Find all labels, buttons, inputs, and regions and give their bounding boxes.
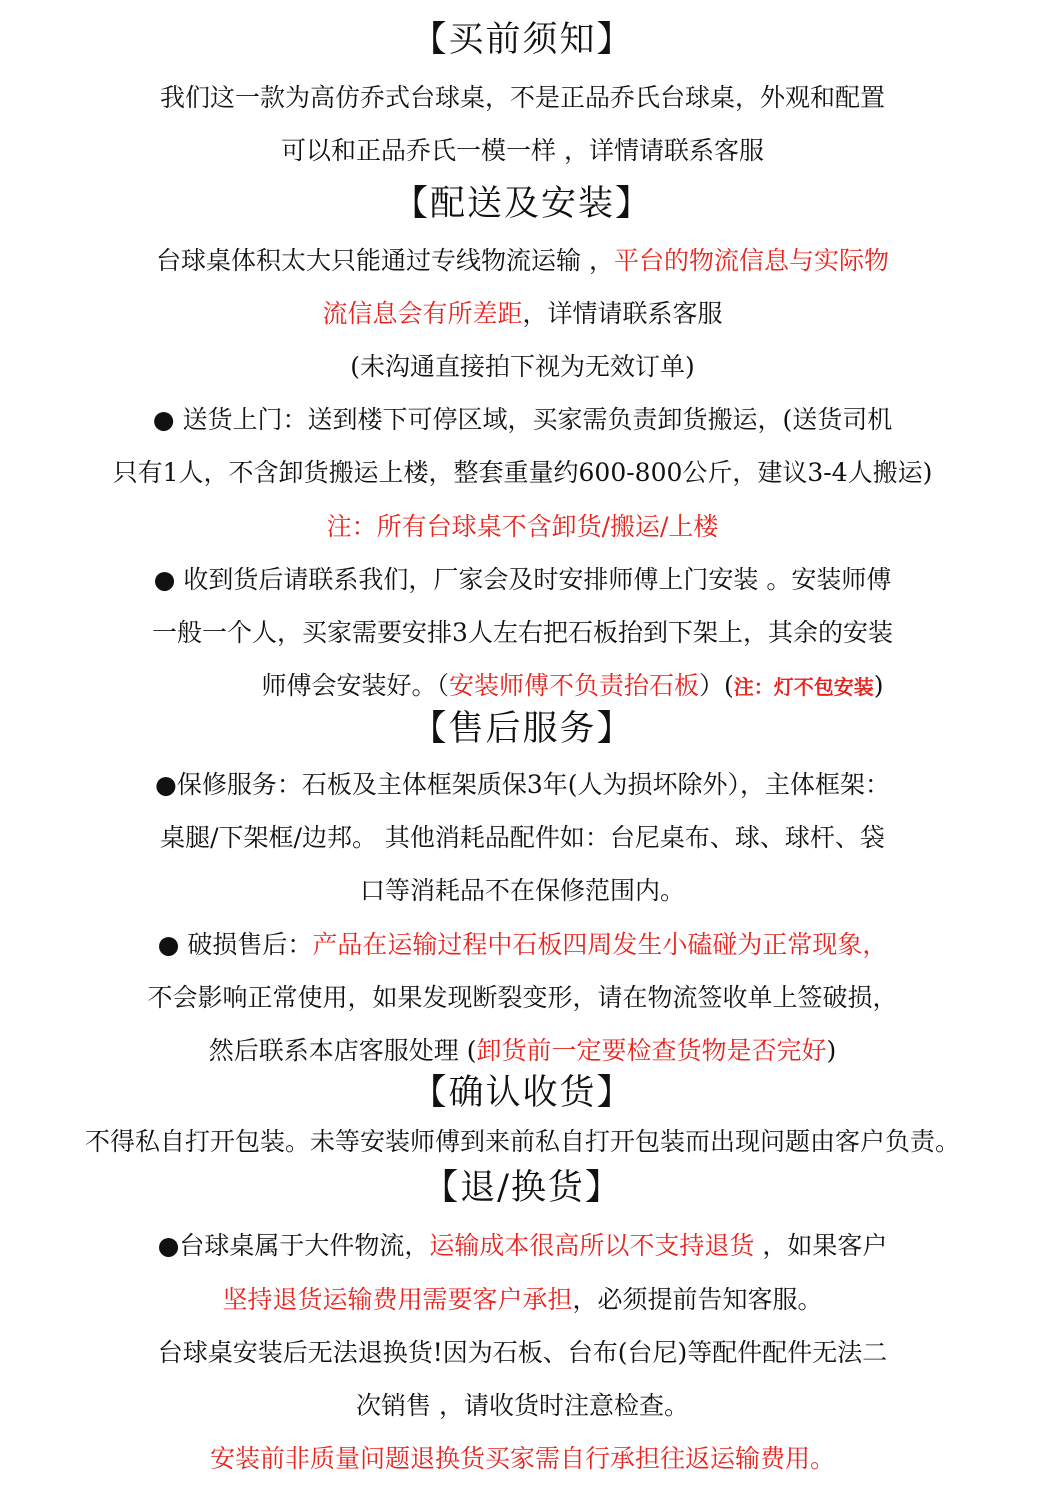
highlight-note: 注：所有台球桌不含卸货/搬运/上楼 — [326, 512, 719, 541]
text-line — [0, 402, 1045, 438]
heading-return-exchange: 【退/换货】 — [423, 1168, 622, 1208]
text-line: 一般一个人，买家需要安排3人左右把石板抬到下架上，其余的安装 — [152, 618, 893, 647]
text-segment: ●台球桌属于大件物流， — [157, 1231, 430, 1260]
text-segment: ，详情请联系客服 — [522, 299, 723, 328]
text-line: ●保修服务：石板及主体框架质保3年(人为损坏除外），主体框架： — [155, 770, 890, 799]
text-line: (未沟通直接拍下视为无效订单) — [350, 352, 695, 381]
text-segment: 台球桌体积太大只能通过专线物流运输 ， — [156, 246, 614, 275]
text-segment: ) — [826, 1036, 837, 1065]
bullet-icon: ● — [153, 565, 176, 594]
heading-confirm-receipt: 【确认收货】 — [411, 1073, 634, 1113]
text-line — [0, 562, 1045, 598]
highlight-note: 安装前非质量问题退换货买家需自行承担往返运输费用。 — [209, 1444, 835, 1473]
text-line: 台球桌安装后无法退换货!因为石板、台布(台尼)等配件配件无法二 — [157, 1338, 888, 1367]
text-line — [0, 1282, 1045, 1318]
text-line: 只有1人，不含卸货搬运上楼，整套重量约600-800公斤，建议3-4人搬运) — [112, 458, 933, 487]
text-line: 不会影响正常使用，如果发现断裂变形，请在物流签收单上签破损， — [147, 983, 898, 1012]
text-line — [0, 296, 1045, 332]
highlight-text: 平台的物流信息与实际物 — [613, 246, 889, 275]
text-line: 可以和正品乔氏一模一样 ，详情请联系客服 — [281, 136, 764, 165]
highlight-text: 流信息会有所差距 — [322, 299, 523, 328]
text-line: 桌腿/下架框/边邦。 其他消耗品配件如：台尼桌布、球、球杆、袋 — [160, 823, 885, 852]
text-line — [0, 243, 1045, 279]
text-segment: ) — [873, 671, 884, 700]
text-line: 不得私自打开包装。未等安装师傅到来前私自打开包装而出现问题由客户负责。 — [84, 1127, 960, 1156]
text-segment: ，必须提前告知客服。 — [572, 1285, 823, 1314]
text-segment: 送货上门：送到楼下可停区域，买家需负责卸货搬运，(送货司机 — [174, 405, 893, 434]
text-line — [0, 927, 1045, 963]
highlight-text: 运输成本很高所以不支持退货 — [429, 1231, 755, 1260]
text-segment: ● 破损售后： — [157, 930, 313, 959]
text-segment: 师傅会安装好。（ — [261, 671, 449, 700]
text-line: 口等消耗品不在保修范围内。 — [359, 876, 685, 905]
highlight-text: 注：灯不包安装 — [733, 675, 874, 699]
text-segment: ）( — [699, 671, 734, 700]
text-line — [0, 1033, 1045, 1069]
heading-before-purchase: 【买前须知】 — [411, 20, 634, 60]
highlight-text: 安装师傅不负责抬石板 — [448, 671, 699, 700]
text-line: 我们这一款为高仿乔式台球桌，不是正品乔氏台球桌，外观和配置 — [159, 83, 885, 112]
text-segment: 收到货后请联系我们，厂家会及时安排师傅上门安装 。安装师傅 — [175, 565, 892, 594]
text-line — [50, 668, 1045, 704]
bullet-icon: ● — [152, 405, 175, 434]
text-line: 次销售 ，请收货时注意检查。 — [356, 1391, 689, 1420]
highlight-text: 卸货前一定要检查货物是否完好 — [476, 1036, 827, 1065]
highlight-text: 坚持退货运输费用需要客户承担 — [222, 1285, 573, 1314]
heading-delivery-install: 【配送及安装】 — [392, 184, 652, 224]
text-segment: 然后联系本店客服处理 ( — [208, 1036, 477, 1065]
heading-after-sales: 【售后服务】 — [411, 709, 634, 749]
highlight-text: 产品在运输过程中石板四周发生小磕碰为正常现象， — [312, 930, 888, 959]
text-line — [0, 1228, 1045, 1264]
text-segment: ，如果客户 — [754, 1231, 888, 1260]
